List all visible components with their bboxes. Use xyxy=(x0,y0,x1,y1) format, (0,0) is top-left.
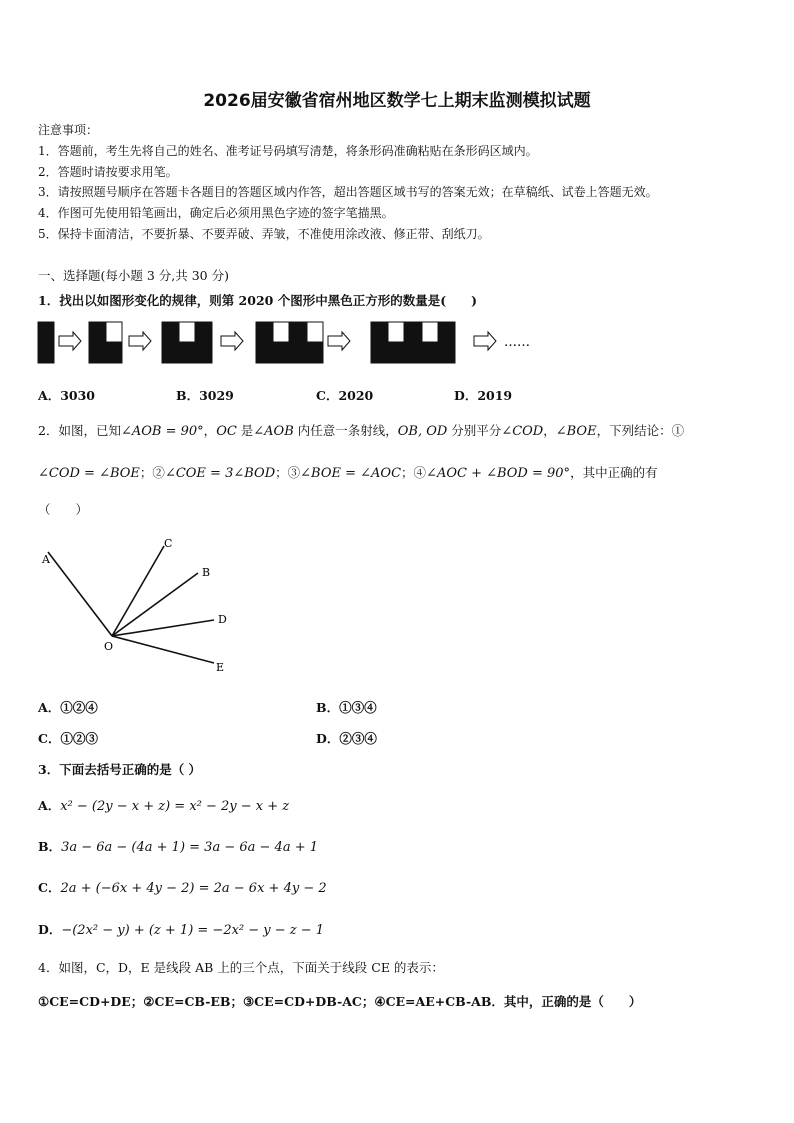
ray-oc xyxy=(112,546,164,636)
page-title: 2026届安徽省宿州地区数学七上期末监测模拟试题 xyxy=(203,91,591,111)
label-o: O xyxy=(104,640,114,653)
question-2-line-2: ∠COD = ∠BOE；②∠COE = 3∠BOD；③∠BOE = ∠AOC；④∠AOC + ∠BOD = 90°，其中正确的有 xyxy=(38,465,658,481)
pattern-figure xyxy=(36,318,596,366)
section-heading: 一、选择题(每小题 3 分,共 30 分) xyxy=(38,268,229,283)
question-2-paren: （ ） xyxy=(38,502,89,517)
angle-figure xyxy=(38,535,238,680)
q1-option-c: C．2020 xyxy=(316,388,374,403)
q3-option-d: D．−(2x² − y) + (z + 1) = −2x² − y − z − 1 xyxy=(38,922,325,938)
label-a: A xyxy=(42,553,50,566)
label-c: C xyxy=(164,537,173,550)
q1-option-d: D．2019 xyxy=(454,388,513,403)
arrow-icon xyxy=(328,332,350,350)
notice-heading: 注意事项： xyxy=(38,123,99,137)
pattern-step-1 xyxy=(38,322,54,363)
pattern-ellipsis: …… xyxy=(504,335,530,350)
q1-option-a: A．3030 xyxy=(38,388,95,403)
question-1-stem: 1．找出以如图形变化的规律，则第 2020 个图形中黑色正方形的数量是( ) xyxy=(38,293,478,308)
label-e: E xyxy=(216,661,225,674)
arrow-icon xyxy=(221,332,243,350)
question-2-line-1: 2．如图，已知∠AOB = 90°，OC 是∠AOB 内任意一条射线，OB, OD 分别平分∠COD，∠BOE，下列结论：① xyxy=(38,423,685,439)
label-d: D xyxy=(218,613,227,626)
q3-option-c: C．2a + (−6x + 4y − 2) = 2a − 6x + 4y − 2 xyxy=(38,880,327,896)
ray-oa xyxy=(48,552,112,636)
notice-item: 4．作图可先使用铅笔画出，确定后必须用黑色字迹的签字笔描黑。 xyxy=(38,206,394,220)
notice-item: 2．答题时请按要求用笔。 xyxy=(38,165,178,179)
q3-option-a: A．x² − (2y − x + z) = x² − 2y − x + z xyxy=(38,798,290,814)
q2-option-c: C．①②③ xyxy=(38,731,98,746)
pattern-step-3 xyxy=(162,322,212,363)
arrow-icon xyxy=(59,332,81,350)
arrow-icon xyxy=(129,332,151,350)
question-4-stem: 4．如图，C，D，E 是线段 AB 上的三个点，下面关于线段 CE 的表示： xyxy=(38,960,444,975)
q1-option-b: B．3029 xyxy=(176,388,234,403)
arrow-icon xyxy=(474,332,496,350)
notice-item: 3．请按照题号顺序在答题卡各题目的答题区域内作答，超出答题区域书写的答案无效；在草稿纸、试卷上答题无效。 xyxy=(38,185,658,199)
ray-od xyxy=(112,620,214,636)
notice-item: 1．答题前，考生先将自己的姓名、准考证号码填写清楚，将条形码准确粘贴在条形码区域内。 xyxy=(38,144,538,158)
q3-option-b: B．3a − 6a − (4a + 1) = 3a − 6a − 4a + 1 xyxy=(38,839,318,855)
ray-ob xyxy=(112,573,198,636)
pattern-step-5 xyxy=(371,322,455,363)
question-4-line-2: ①CE=CD+DE；②CE=CB-EB；③CE=CD+DB-AC；④CE=AE+CB-AB．其中，正确的是（ ） xyxy=(38,994,642,1009)
q2-option-d: D．②③④ xyxy=(316,731,377,746)
q2-option-a: A．①②④ xyxy=(38,700,98,715)
pattern-step-2 xyxy=(89,322,122,363)
pattern-step-4 xyxy=(256,322,323,363)
q2-option-b: B．①③④ xyxy=(316,700,377,715)
label-b: B xyxy=(202,566,211,579)
notice-item: 5．保持卡面清洁，不要折暴、不要弄破、弄皱，不准使用涂改液、修正带、刮纸刀。 xyxy=(38,227,490,241)
ray-oe xyxy=(112,636,214,663)
question-3-stem: 3．下面去括号正确的是（ ） xyxy=(38,762,202,777)
